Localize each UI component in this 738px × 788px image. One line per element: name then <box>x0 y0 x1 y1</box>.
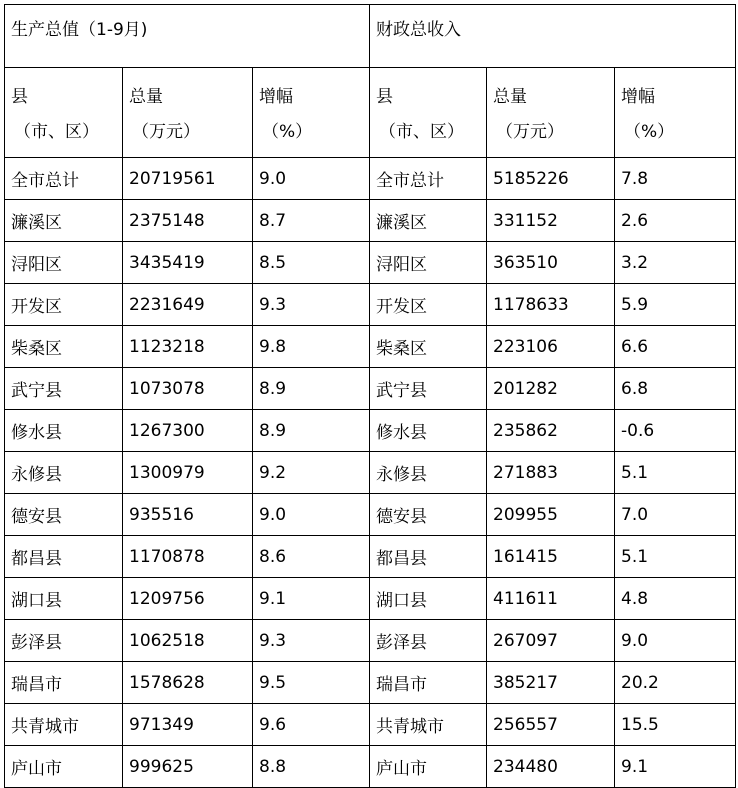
rev-growth-cell: 5.9 <box>615 284 736 326</box>
rev-county-cell: 庐山市 <box>370 746 487 788</box>
gdp-total-cell: 1209756 <box>123 578 253 620</box>
gdp-county-header <box>5 68 123 158</box>
county-label: 县 <box>11 87 28 107</box>
rev-growth-cell: 15.5 <box>615 704 736 746</box>
rev-total-cell: 267097 <box>487 620 615 662</box>
rev-growth-cell: 2.6 <box>615 200 736 242</box>
rev-total-cell: 161415 <box>487 536 615 578</box>
gdp-growth-cell: 8.8 <box>253 746 370 788</box>
gdp-total-cell: 999625 <box>123 746 253 788</box>
gdp-county-cell: 柴桑区 <box>5 326 123 368</box>
total-sub-label: （万元） <box>496 122 565 142</box>
gdp-county-cell: 修水县 <box>5 410 123 452</box>
table-row <box>5 410 736 452</box>
table-row <box>5 578 736 620</box>
rev-growth-cell: 6.6 <box>615 326 736 368</box>
rev-county-header <box>370 68 487 158</box>
rev-total-cell: 234480 <box>487 746 615 788</box>
rev-total-cell: 256557 <box>487 704 615 746</box>
gdp-total-cell: 1073078 <box>123 368 253 410</box>
gdp-growth-cell: 8.7 <box>253 200 370 242</box>
rev-total-cell: 271883 <box>487 452 615 494</box>
rev-county-cell: 永修县 <box>370 452 487 494</box>
rev-growth-cell: 7.0 <box>615 494 736 536</box>
gdp-total-cell: 971349 <box>123 704 253 746</box>
rev-county-cell: 德安县 <box>370 494 487 536</box>
gdp-county-cell: 永修县 <box>5 452 123 494</box>
gdp-total-cell: 20719561 <box>123 158 253 200</box>
gdp-growth-cell: 9.5 <box>253 662 370 704</box>
table-row <box>5 368 736 410</box>
rev-total-cell: 363510 <box>487 242 615 284</box>
rev-total-cell: 1178633 <box>487 284 615 326</box>
total-label: 总量 <box>129 87 163 107</box>
rev-total-cell: 331152 <box>487 200 615 242</box>
table-row <box>5 326 736 368</box>
gdp-total-cell: 3435419 <box>123 242 253 284</box>
table-row <box>5 200 736 242</box>
rev-growth-cell: 6.8 <box>615 368 736 410</box>
rev-growth-cell: -0.6 <box>615 410 736 452</box>
gdp-growth-cell: 9.3 <box>253 284 370 326</box>
table-row <box>5 158 736 200</box>
rev-county-cell: 濂溪区 <box>370 200 487 242</box>
rev-county-cell: 瑞昌市 <box>370 662 487 704</box>
rev-growth-cell: 5.1 <box>615 452 736 494</box>
statistics-table <box>4 4 736 788</box>
rev-growth-cell: 9.1 <box>615 746 736 788</box>
rev-growth-cell: 20.2 <box>615 662 736 704</box>
rev-county-cell: 武宁县 <box>370 368 487 410</box>
total-label: 总量 <box>493 87 528 107</box>
gdp-total-cell: 1300979 <box>123 452 253 494</box>
column-header-row <box>5 68 736 158</box>
section-title-row <box>5 5 736 68</box>
rev-growth-cell: 5.1 <box>615 536 736 578</box>
table-row <box>5 746 736 788</box>
gdp-growth-cell: 9.0 <box>253 494 370 536</box>
rev-total-cell: 223106 <box>487 326 615 368</box>
rev-total-cell: 209955 <box>487 494 615 536</box>
rev-growth-cell: 3.2 <box>615 242 736 284</box>
table-row <box>5 452 736 494</box>
gdp-growth-cell: 8.9 <box>253 410 370 452</box>
rev-total-cell: 235862 <box>487 410 615 452</box>
gdp-total-cell: 2231649 <box>123 284 253 326</box>
rev-county-cell: 都昌县 <box>370 536 487 578</box>
gdp-section-title: 生产总值（1-9月) <box>5 5 370 68</box>
county-label: 县 <box>376 87 394 107</box>
gdp-growth-cell: 9.1 <box>253 578 370 620</box>
gdp-county-cell: 都昌县 <box>5 536 123 578</box>
growth-sub-label: （%） <box>624 122 675 142</box>
gdp-county-cell: 庐山市 <box>5 746 123 788</box>
gdp-county-cell: 彭泽县 <box>5 620 123 662</box>
rev-total-cell: 201282 <box>487 368 615 410</box>
gdp-growth-header <box>253 68 370 158</box>
rev-county-cell: 浔阳区 <box>370 242 487 284</box>
growth-label: 增幅 <box>621 87 656 107</box>
rev-total-header <box>487 68 615 158</box>
gdp-total-cell: 1123218 <box>123 326 253 368</box>
rev-growth-cell: 4.8 <box>615 578 736 620</box>
gdp-county-cell: 武宁县 <box>5 368 123 410</box>
total-sub-label: （万元） <box>132 122 200 142</box>
gdp-total-cell: 1578628 <box>123 662 253 704</box>
table-row <box>5 704 736 746</box>
rev-total-cell: 5185226 <box>487 158 615 200</box>
table-row <box>5 242 736 284</box>
gdp-growth-cell: 9.6 <box>253 704 370 746</box>
rev-county-cell: 共青城市 <box>370 704 487 746</box>
rev-growth-cell: 9.0 <box>615 620 736 662</box>
gdp-county-cell: 浔阳区 <box>5 242 123 284</box>
rev-county-cell: 修水县 <box>370 410 487 452</box>
gdp-county-cell: 开发区 <box>5 284 123 326</box>
rev-county-cell: 柴桑区 <box>370 326 487 368</box>
gdp-growth-cell: 9.3 <box>253 620 370 662</box>
rev-total-cell: 411611 <box>487 578 615 620</box>
table-row <box>5 620 736 662</box>
revenue-section-title: 财政总收入 <box>370 5 736 68</box>
rev-county-cell: 全市总计 <box>370 158 487 200</box>
county-sub-label: （市、区） <box>379 122 465 142</box>
growth-label: 增幅 <box>259 87 293 107</box>
gdp-growth-cell: 8.6 <box>253 536 370 578</box>
gdp-total-cell: 2375148 <box>123 200 253 242</box>
table-row <box>5 536 736 578</box>
gdp-county-cell: 湖口县 <box>5 578 123 620</box>
gdp-growth-cell: 8.5 <box>253 242 370 284</box>
gdp-growth-cell: 9.8 <box>253 326 370 368</box>
table-row <box>5 662 736 704</box>
gdp-county-cell: 德安县 <box>5 494 123 536</box>
rev-county-cell: 彭泽县 <box>370 620 487 662</box>
gdp-county-cell: 濂溪区 <box>5 200 123 242</box>
table-row <box>5 494 736 536</box>
gdp-total-header <box>123 68 253 158</box>
gdp-county-cell: 全市总计 <box>5 158 123 200</box>
rev-county-cell: 湖口县 <box>370 578 487 620</box>
table-row <box>5 284 736 326</box>
gdp-growth-cell: 9.0 <box>253 158 370 200</box>
gdp-growth-cell: 9.2 <box>253 452 370 494</box>
rev-growth-cell: 7.8 <box>615 158 736 200</box>
gdp-total-cell: 1267300 <box>123 410 253 452</box>
rev-county-cell: 开发区 <box>370 284 487 326</box>
gdp-county-cell: 共青城市 <box>5 704 123 746</box>
county-sub-label: （市、区） <box>14 122 99 142</box>
gdp-total-cell: 1170878 <box>123 536 253 578</box>
rev-growth-header <box>615 68 736 158</box>
gdp-total-cell: 1062518 <box>123 620 253 662</box>
gdp-total-cell: 935516 <box>123 494 253 536</box>
growth-sub-label: （%） <box>262 122 313 142</box>
rev-total-cell: 385217 <box>487 662 615 704</box>
gdp-county-cell: 瑞昌市 <box>5 662 123 704</box>
gdp-growth-cell: 8.9 <box>253 368 370 410</box>
